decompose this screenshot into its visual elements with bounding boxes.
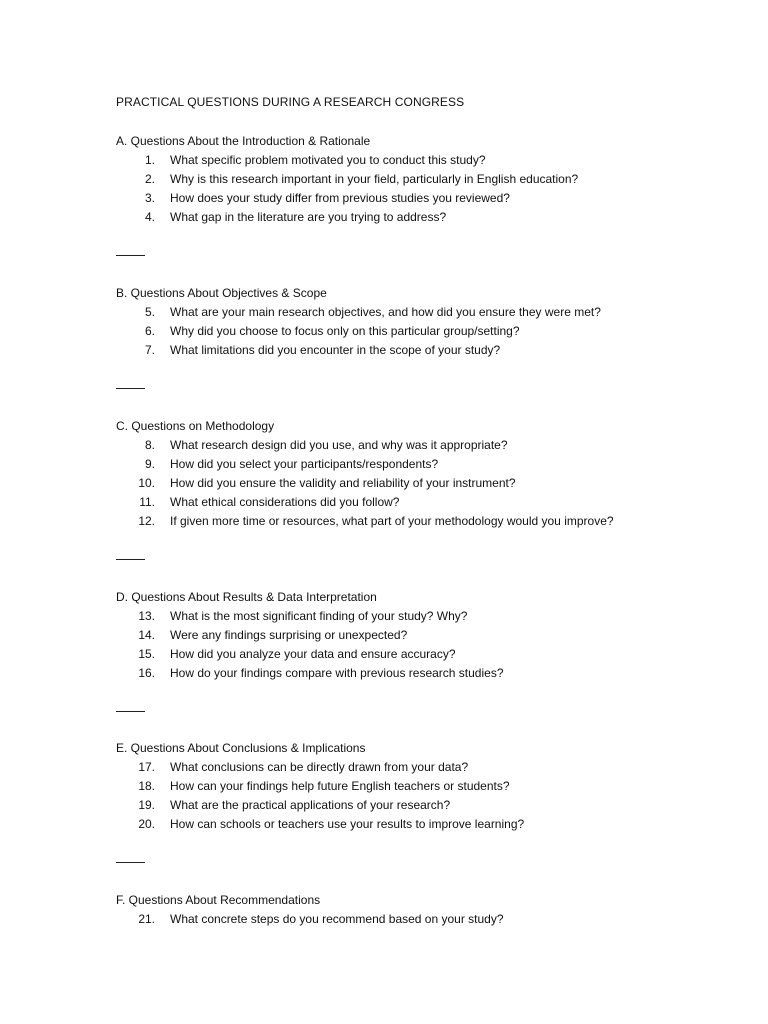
question-number: 9. — [144, 457, 155, 471]
question-text: What conclusions can be directly drawn from your data? — [170, 760, 469, 774]
question-text: How does your study differ from previous studies you reviewed? — [170, 191, 510, 205]
question-text: How did you analyze your data and ensure accuracy? — [170, 647, 456, 661]
question-text: If given more time or resources, what part of your methodology would you improve? — [170, 514, 614, 528]
question-number: 15. — [138, 647, 155, 661]
question-text: How can schools or teachers use your results to improve learning? — [170, 817, 525, 831]
question-text: Why is this research important in your field, particularly in English education? — [170, 172, 579, 186]
question-text: What are your main research objectives, and how did you ensure they were met? — [170, 305, 601, 319]
section-heading-d: D. Questions About Results & Data Interpretation — [116, 590, 377, 604]
section-divider — [116, 711, 145, 712]
question-text: Why did you choose to focus only on this particular group/setting? — [170, 324, 520, 338]
question-number: 10. — [138, 476, 155, 490]
question-number: 1. — [144, 153, 155, 167]
question-text: How can your findings help future English teachers or students? — [170, 779, 510, 793]
question-number: 11. — [139, 495, 155, 509]
question-number: 7. — [144, 343, 155, 357]
section-heading-e: E. Questions About Conclusions & Implications — [116, 741, 366, 755]
question-number: 17. — [138, 760, 155, 774]
question-text: What ethical considerations did you follow? — [170, 495, 400, 509]
section-heading-c: C. Questions on Methodology — [116, 419, 275, 433]
section-divider — [116, 559, 145, 560]
section-divider — [116, 862, 145, 863]
question-number: 2. — [144, 172, 155, 186]
section-divider — [116, 388, 145, 389]
question-number: 19. — [138, 798, 155, 812]
question-number: 14. — [138, 628, 155, 642]
question-text: How did you select your participants/respondents? — [170, 457, 439, 471]
question-number: 4. — [144, 210, 155, 224]
question-number: 20. — [138, 817, 155, 831]
question-text: How did you ensure the validity and reliability of your instrument? — [170, 476, 516, 490]
question-number: 8. — [144, 438, 155, 452]
question-text: What limitations did you encounter in the scope of your study? — [170, 343, 501, 357]
question-number: 12. — [138, 514, 155, 528]
question-text: What is the most significant finding of your study? Why? — [170, 609, 468, 623]
question-text: Were any findings surprising or unexpected? — [170, 628, 408, 642]
question-number: 5. — [144, 305, 155, 319]
section-heading-a: A. Questions About the Introduction & Rationale — [116, 134, 371, 148]
document-title: PRACTICAL QUESTIONS DURING A RESEARCH CONGRESS — [116, 95, 465, 109]
question-number: 13. — [138, 609, 155, 623]
question-number: 21. — [138, 912, 155, 926]
question-text: How do your findings compare with previous research studies? — [170, 666, 504, 680]
question-number: 6. — [144, 324, 155, 338]
question-number: 16. — [138, 666, 155, 680]
question-number: 18. — [138, 779, 155, 793]
section-divider — [116, 255, 145, 256]
question-text: What concrete steps do you recommend based on your study? — [170, 912, 504, 926]
question-text: What gap in the literature are you trying to address? — [170, 210, 447, 224]
question-number: 3. — [144, 191, 155, 205]
section-heading-b: B. Questions About Objectives & Scope — [116, 286, 327, 300]
question-text: What research design did you use, and why was it appropriate? — [170, 438, 508, 452]
section-heading-f: F. Questions About Recommendations — [116, 893, 321, 907]
question-text: What specific problem motivated you to conduct this study? — [170, 153, 486, 167]
question-text: What are the practical applications of your research? — [170, 798, 451, 812]
